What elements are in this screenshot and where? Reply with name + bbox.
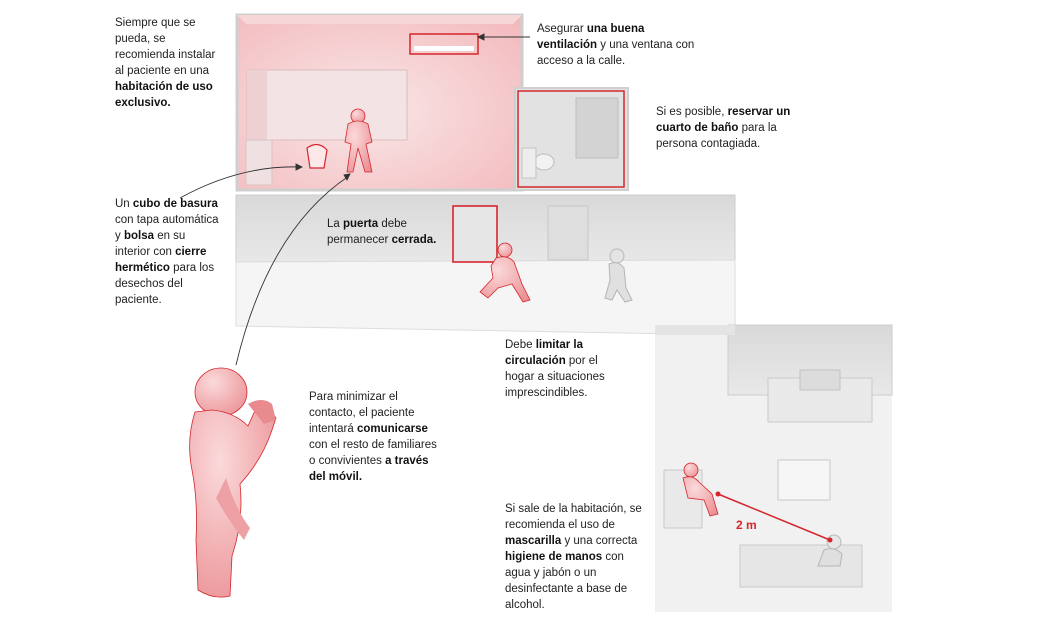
note-trash-bold-2: bolsa xyxy=(123,230,154,242)
note-trash-bold-3: cierre hermético xyxy=(115,246,207,274)
note-phone-bold: comunicarse xyxy=(356,423,428,435)
note-mask-text-3: con agua y jabón o un desinfectante a base de alcohol. xyxy=(505,551,628,611)
toilet-icon xyxy=(534,154,554,170)
note-phone-text: Para minimizar el contacto, el paciente intentará xyxy=(309,391,415,435)
note-phone-text-2: con el resto de familiares o convivientes xyxy=(309,439,437,467)
note-circulation-bold: limitar la circulación xyxy=(505,339,583,367)
living-room xyxy=(655,325,892,612)
door-icon xyxy=(453,206,497,262)
note-door-bold-2: cerrada. xyxy=(391,234,437,246)
tv-icon xyxy=(800,370,840,390)
note-ventilation-text-2: y una ventana con acceso a la calle. xyxy=(537,39,695,67)
note-isolation-room xyxy=(115,15,225,111)
coffee-table-icon xyxy=(778,460,830,500)
note-door-bold: puerta xyxy=(343,218,379,230)
hallway xyxy=(236,195,735,335)
shower-icon xyxy=(576,98,618,158)
note-isolation-bold: habitación de uso exclusivo. xyxy=(115,81,213,109)
note-circulation-text-2: por el hogar a situaciones imprescindibles. xyxy=(505,355,605,399)
note-ventilation-text: Asegurar xyxy=(537,23,587,35)
note-bathroom xyxy=(656,104,796,152)
note-phone xyxy=(309,389,437,485)
patient-phone-figure xyxy=(190,368,276,597)
note-trash-text-4: para los desechos del paciente. xyxy=(115,262,215,306)
trash-bin-icon xyxy=(307,144,327,168)
bed-icon xyxy=(247,70,407,140)
note-trash xyxy=(115,196,223,308)
distance-label: 2 m xyxy=(736,518,757,532)
patient-room xyxy=(237,15,522,190)
note-bathroom-text: Si es posible, xyxy=(656,106,728,118)
sofa-icon xyxy=(740,545,862,587)
note-mask-text: Si sale de la habitación, se recomienda el uso de xyxy=(505,503,642,531)
note-ventilation-bold: una buena ventilación xyxy=(537,23,645,51)
note-circulation-text: Debe xyxy=(505,339,536,351)
note-door-text: La xyxy=(327,218,343,230)
note-door-text-2: debe permanecer xyxy=(327,218,407,246)
nightstand-icon xyxy=(246,140,272,185)
note-trash-text: Un xyxy=(115,198,133,210)
note-trash-bold: cubo de basura xyxy=(132,198,218,210)
note-mask-text-2: y una correcta xyxy=(561,535,638,547)
note-trash-text-2: con tapa automática y xyxy=(115,214,219,242)
note-isolation-text: Siempre que se pueda, se recomienda instalar al paciente en una xyxy=(115,17,216,77)
note-trash-text-3: en su interior con xyxy=(115,230,186,258)
note-door xyxy=(327,216,445,248)
note-bathroom-text-2: para la persona contagiada. xyxy=(656,122,777,150)
note-circulation xyxy=(505,337,625,401)
note-mask xyxy=(505,501,645,613)
second-door-icon xyxy=(548,206,588,260)
note-mask-bold-2: higiene de manos xyxy=(505,551,603,563)
bathroom xyxy=(515,88,628,190)
note-phone-bold-2: a través del móvil. xyxy=(309,455,429,483)
note-mask-bold: mascarilla xyxy=(505,535,562,547)
note-ventilation xyxy=(537,21,702,69)
sink-icon xyxy=(522,148,536,178)
note-bathroom-bold: reservar un cuarto de baño xyxy=(656,106,791,134)
